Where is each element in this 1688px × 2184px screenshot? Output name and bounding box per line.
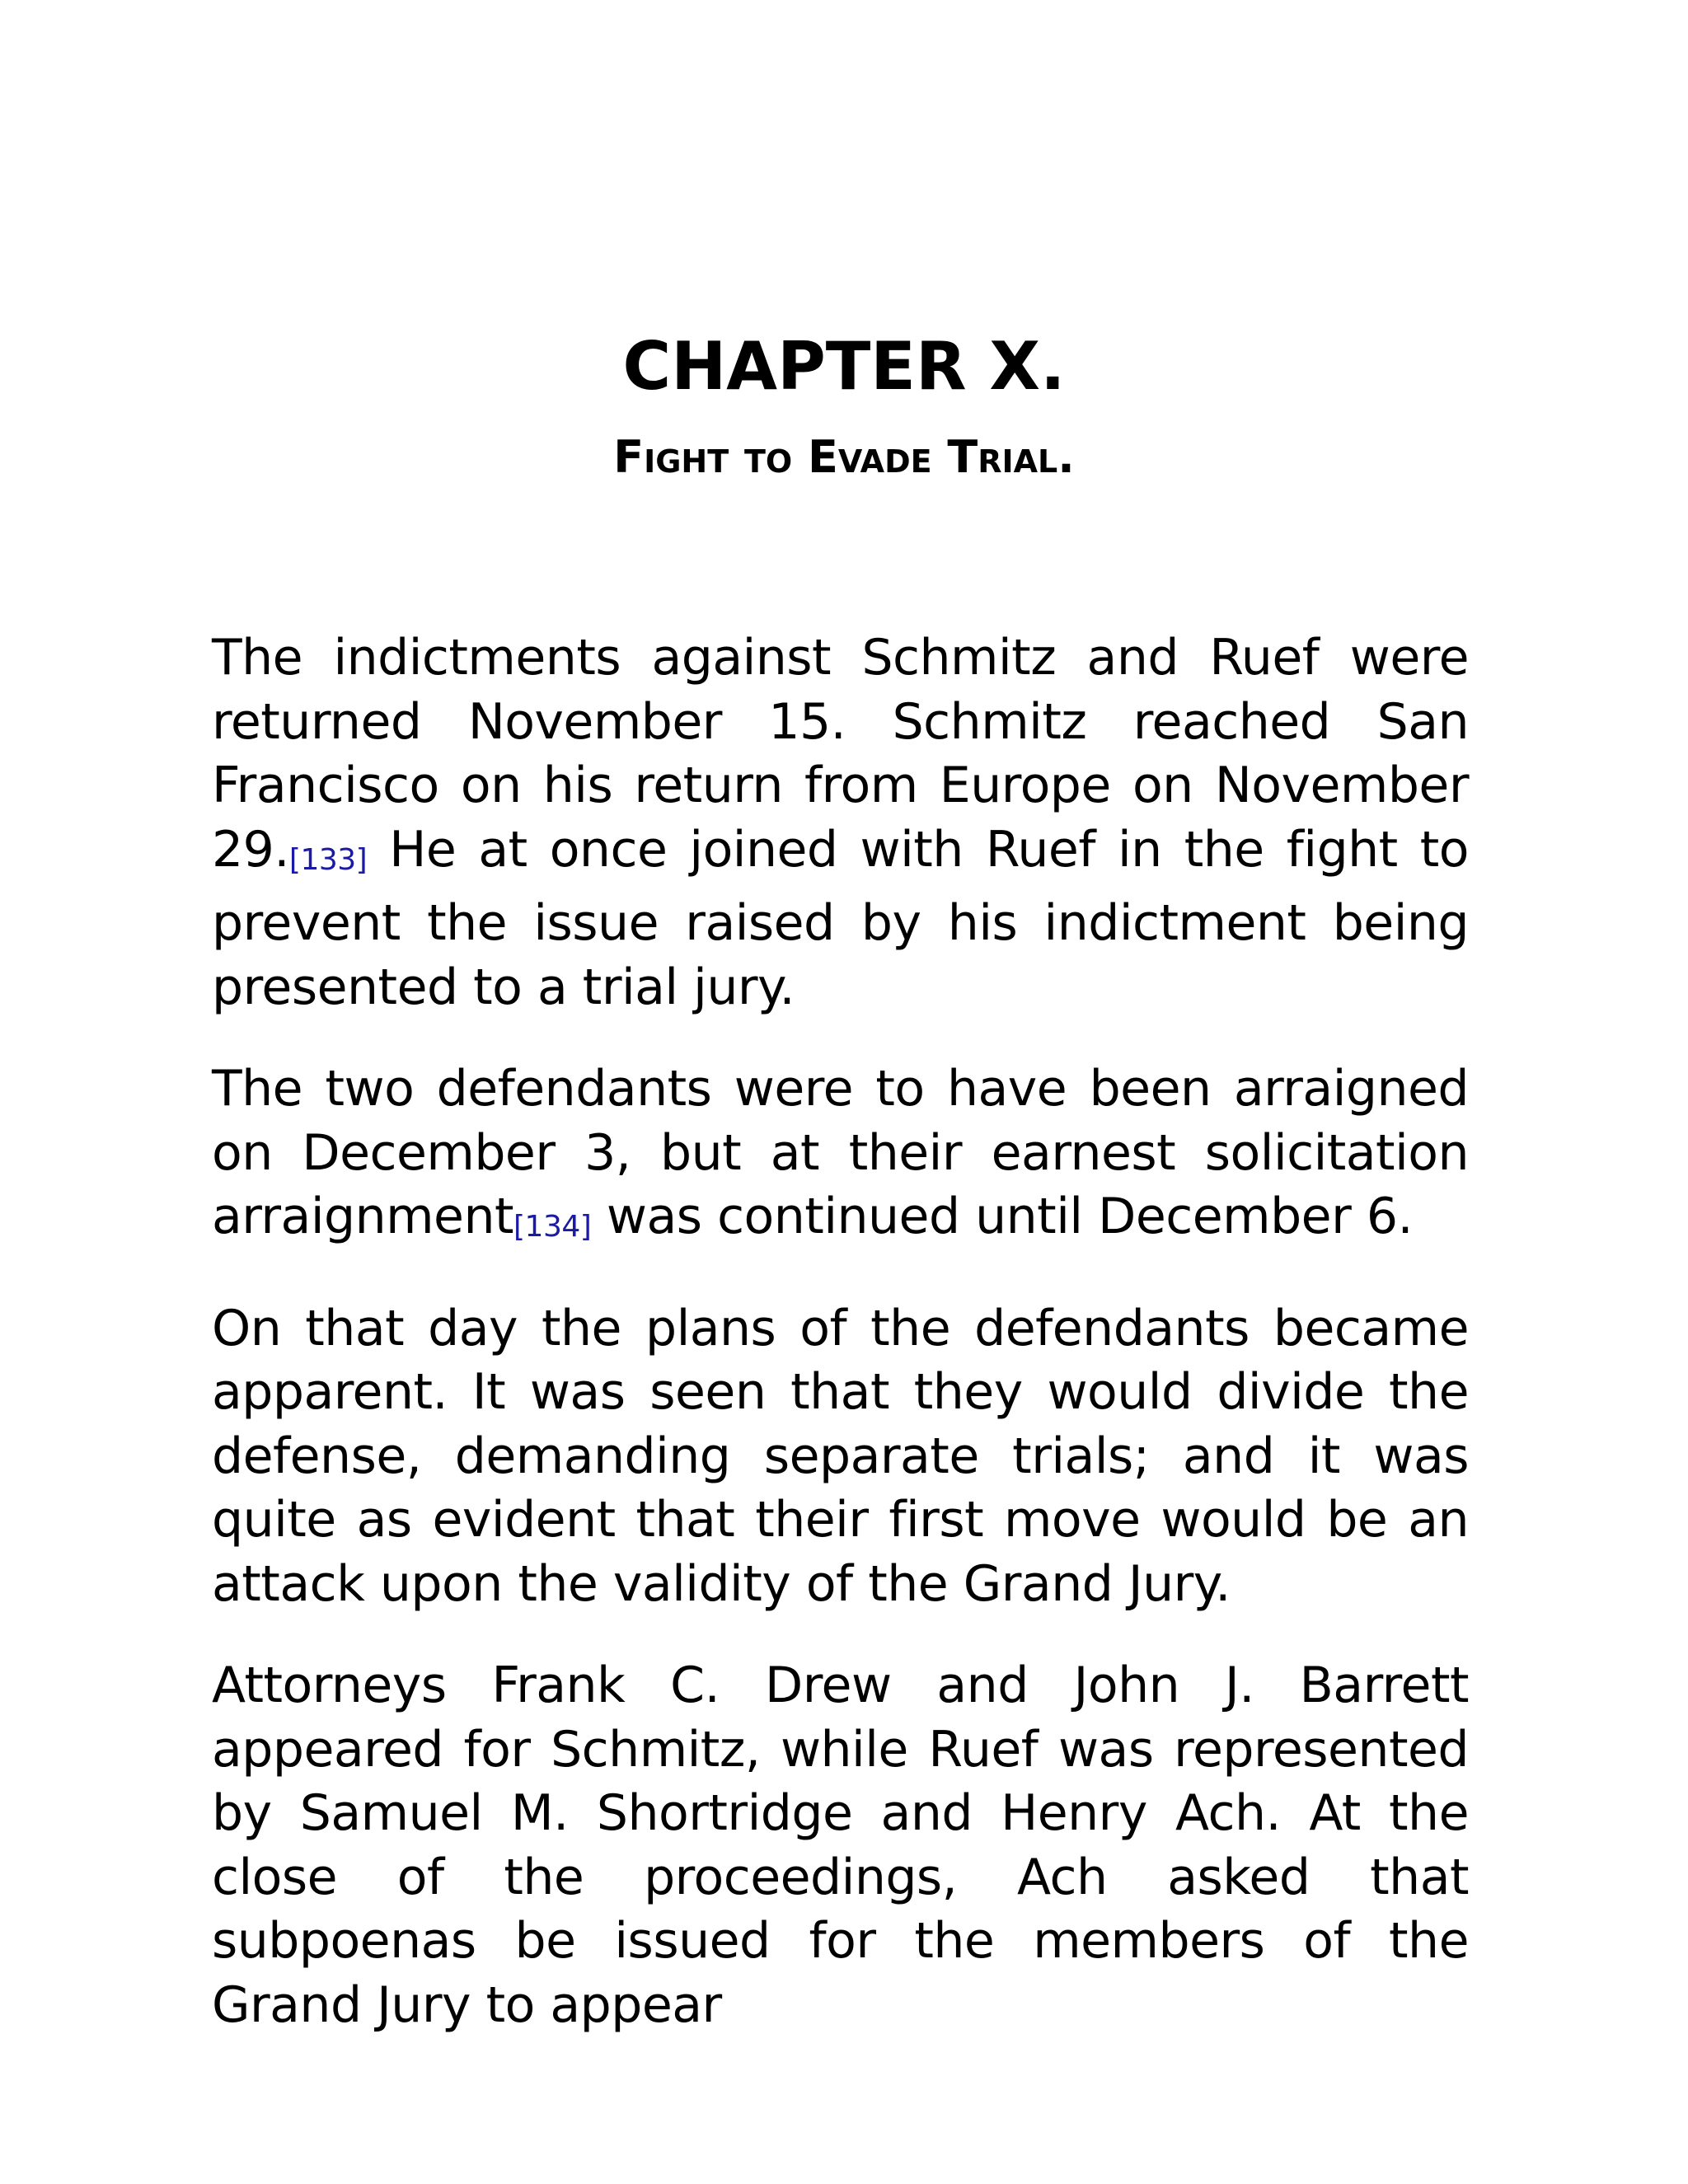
paragraph-4: Attorneys Frank C. Drew and John J. Barrett appeared for Schmitz, while Ruef was represented by Samuel M. Shortridge and Henry Ach. At the close of the proceedings, Ach asked that subpoenas be issued for the members of the Grand Jury to appear [212,1657,1469,2034]
paragraph-2-text-a: The two defendants were to have been arraigned on December 3, but at their earnest solicitation arraignment [212,1060,1469,1245]
footnote-link-134[interactable]: [134] [513,1210,592,1244]
paragraph-3: On that day the plans of the defendants became apparent. It was seen that they would divide the defense, demanding separate trials; and it was quite as evident that their first move would be an attack upon the validity of the Grand Jury. [212,1299,1469,1613]
chapter-subtitle: Fight to Evade Trial. [613,431,1075,483]
chapter-title: CHAPTER X. [622,328,1066,405]
chapter-body [212,626,1469,2075]
paragraph-1-text-b: He at once joined with Ruef in the fight to prevent the issue raised by his indictment being presented to a trial jury. [212,820,1469,1016]
paragraph-1 [212,626,1469,1019]
footnote-link-133[interactable]: [133] [288,842,368,877]
paragraph-1-text-a: The indictments against Schmitz and Ruef were returned November 15. Schmitz reached San Francisco on his return from Europe on November 29. [212,629,1469,879]
paragraph-2-text-b: was continued until December 6. [591,1188,1414,1245]
paragraph-2 [212,1057,1469,1259]
